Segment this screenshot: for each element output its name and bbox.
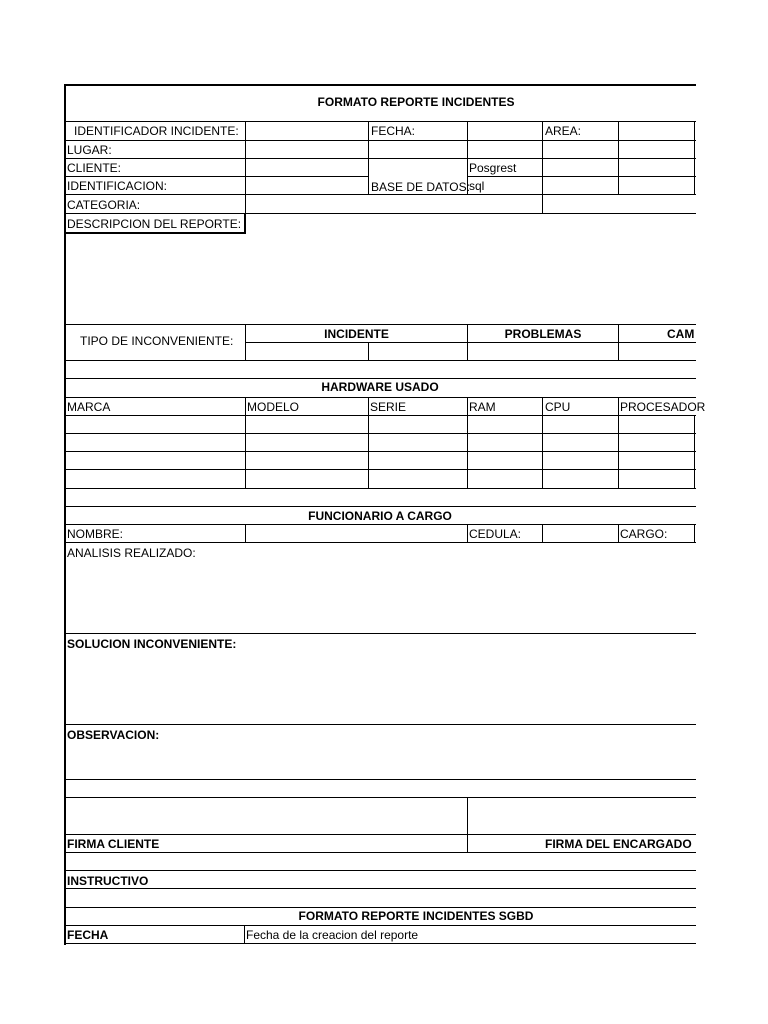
grid-line xyxy=(64,415,696,416)
grid-line xyxy=(618,524,619,542)
firma-cliente-box[interactable] xyxy=(66,798,466,833)
grid-line xyxy=(64,140,696,141)
grid-line xyxy=(245,342,696,343)
grid-line xyxy=(64,360,696,361)
grid-line xyxy=(467,397,468,488)
grid-line xyxy=(64,542,696,543)
hardware-col-serie: SERIE xyxy=(370,400,407,414)
analisis-label: ANALISIS REALIZADO: xyxy=(67,546,196,560)
identificador-input[interactable] xyxy=(246,122,367,139)
cliente-label: CLIENTE: xyxy=(67,161,122,175)
grid-line xyxy=(64,397,696,398)
grid-line xyxy=(64,633,696,634)
grid-line xyxy=(368,342,369,360)
grid-line xyxy=(64,232,245,234)
grid-line xyxy=(467,176,696,177)
categoria-label: CATEGORIA: xyxy=(67,198,141,212)
identificacion-label: IDENTIFICACION: xyxy=(67,179,168,193)
grid-line xyxy=(64,852,696,853)
grid-line xyxy=(542,397,543,488)
tipo-option-problemas[interactable]: PROBLEMAS xyxy=(504,327,582,341)
instructivo-label: INSTRUCTIVO xyxy=(67,874,149,888)
grid-line xyxy=(64,943,696,944)
solucion-label: SOLUCION INCONVENIENTE: xyxy=(67,637,237,651)
descripcion-textarea[interactable] xyxy=(66,235,694,323)
form-title: FORMATO REPORTE INCIDENTES xyxy=(317,95,515,109)
descripcion-label: DESCRIPCION DEL REPORTE: xyxy=(67,217,242,231)
grid-line xyxy=(618,397,619,488)
grid-line xyxy=(64,469,696,470)
grid-line xyxy=(64,888,696,889)
grid-line xyxy=(368,121,369,194)
grid-line xyxy=(64,213,696,214)
db-option-sql[interactable]: sql xyxy=(469,179,485,193)
grid-line xyxy=(244,213,246,234)
form-top-border xyxy=(64,84,696,86)
grid-line xyxy=(64,121,696,122)
grid-line xyxy=(542,121,543,213)
grid-line xyxy=(694,524,695,542)
hardware-col-procesador: PROCESADOR xyxy=(620,400,706,414)
tipo-option-incidente[interactable]: INCIDENTE xyxy=(324,327,389,341)
grid-line xyxy=(64,158,696,159)
base-datos-label: BASE DE DATOS: xyxy=(371,180,470,194)
lugar-input[interactable] xyxy=(246,141,367,157)
grid-line xyxy=(64,724,696,725)
solucion-textarea[interactable] xyxy=(66,653,694,723)
grid-line xyxy=(467,524,468,542)
grid-line xyxy=(64,870,696,871)
identificador-label: IDENTIFICADOR INCIDENTE: xyxy=(74,124,239,138)
grid-line xyxy=(64,779,696,780)
lugar-label: LUGAR: xyxy=(67,143,112,157)
fecha-label: FECHA: xyxy=(371,124,416,138)
grid-line xyxy=(618,324,619,360)
area-label: AREA: xyxy=(545,124,582,138)
db-option-posgrest[interactable]: Posgrest xyxy=(469,161,517,175)
grid-line xyxy=(368,397,369,488)
hardware-col-cpu: CPU xyxy=(545,400,571,414)
nombre-input[interactable] xyxy=(246,525,466,541)
fecha-input[interactable] xyxy=(468,122,541,139)
funcionario-title: FUNCIONARIO A CARGO xyxy=(308,509,452,523)
instructivo-fecha-description: Fecha de la creacion del reporte xyxy=(246,928,419,942)
firma-encargado-box[interactable] xyxy=(468,798,694,833)
nombre-label: NOMBRE: xyxy=(67,527,124,541)
identificacion-input[interactable] xyxy=(246,177,367,193)
tipo-option-cambios[interactable]: CAM xyxy=(667,327,695,341)
grid-line xyxy=(64,834,696,835)
firma-cliente-label: FIRMA CLIENTE xyxy=(67,837,160,851)
grid-line xyxy=(64,451,696,452)
grid-line xyxy=(64,324,696,325)
hardware-col-modelo: MODELO xyxy=(247,400,300,414)
grid-line xyxy=(694,121,695,194)
instructivo-title: FORMATO REPORTE INCIDENTES SGBD xyxy=(298,909,534,923)
cargo-label: CARGO: xyxy=(620,527,668,541)
analisis-textarea[interactable] xyxy=(66,562,694,632)
firma-encargado-label: FIRMA DEL ENCARGADO xyxy=(545,837,692,851)
cliente-input[interactable] xyxy=(246,159,367,175)
grid-line xyxy=(244,925,245,943)
grid-line xyxy=(245,397,246,488)
grid-line xyxy=(64,506,696,507)
categoria-input[interactable] xyxy=(246,195,541,212)
observacion-textarea[interactable] xyxy=(66,744,694,778)
grid-line xyxy=(64,907,696,908)
cedula-label: CEDULA: xyxy=(469,527,522,541)
grid-line xyxy=(694,415,695,488)
hardware-col-marca: MARCA xyxy=(67,400,111,414)
grid-line xyxy=(64,488,696,489)
cedula-input[interactable] xyxy=(543,525,617,541)
area-input[interactable] xyxy=(619,122,693,139)
grid-line xyxy=(64,925,696,926)
grid-line xyxy=(64,378,696,379)
tipo-label: TIPO DE INCONVENIENTE: xyxy=(80,334,234,348)
hardware-col-ram: RAM xyxy=(469,400,496,414)
instructivo-fecha-field: FECHA xyxy=(67,928,109,942)
hardware-title: HARDWARE USADO xyxy=(321,380,439,394)
grid-line xyxy=(64,433,696,434)
observacion-label: OBSERVACION: xyxy=(67,728,160,742)
